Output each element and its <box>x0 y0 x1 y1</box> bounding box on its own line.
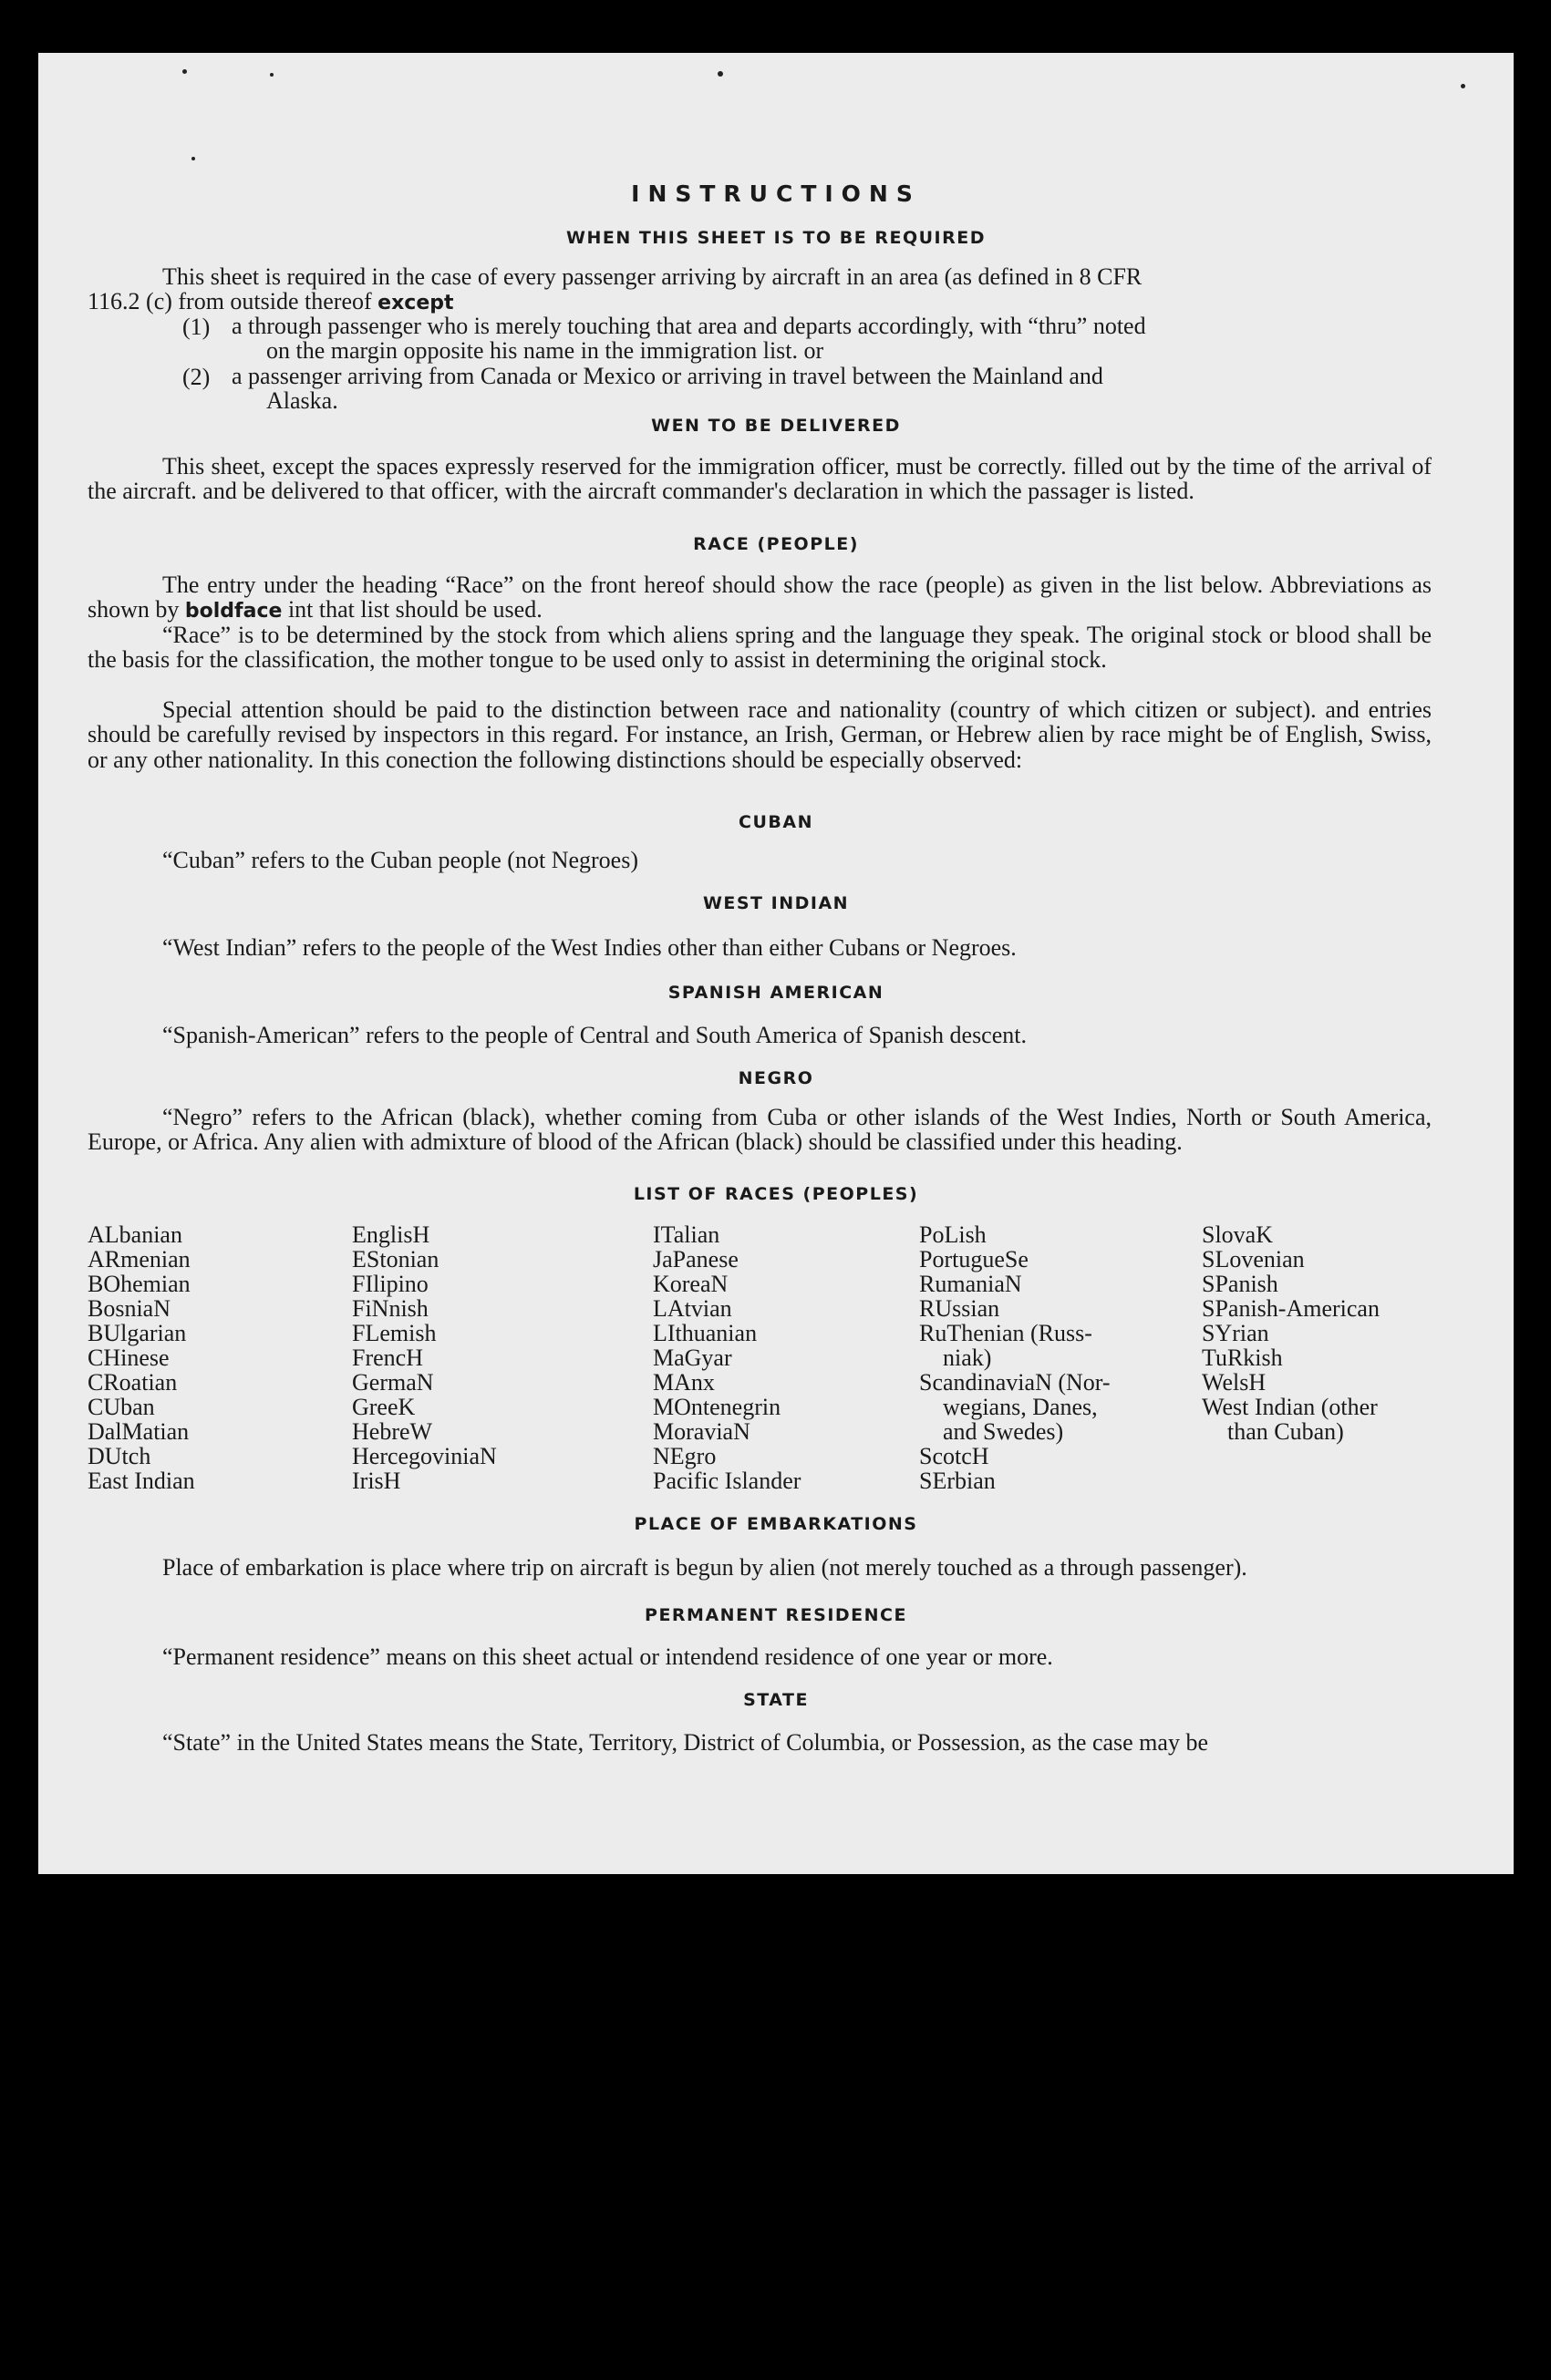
race-item: SYrian <box>1202 1320 1269 1346</box>
race-item: niak) <box>943 1345 992 1371</box>
scan-speck <box>718 71 723 77</box>
race-item: ScotcH <box>919 1443 989 1469</box>
race-item: MOntenegrin <box>653 1394 781 1420</box>
race-item: FLemish <box>352 1320 437 1346</box>
race-item: RumaniaN <box>919 1271 1022 1297</box>
race-item: than Cuban) <box>1227 1418 1344 1445</box>
race-item: LIthuanian <box>653 1320 758 1346</box>
state-paragraph: “State” in the United States means the State, Territory, District of Columbia, or Possession, as the case may be <box>162 1729 1208 1756</box>
scan-speck <box>191 157 195 160</box>
race-item: East Indian <box>88 1468 195 1494</box>
race-item: MoraviaN <box>653 1418 750 1445</box>
cuban-paragraph: “Cuban” refers to the Cuban people (not Negroes) <box>162 847 638 873</box>
race-item: HebreW <box>352 1418 433 1445</box>
race-item: ALbanian <box>88 1221 182 1248</box>
races-list <box>88 1222 1437 1496</box>
race-item: GermaN <box>352 1369 434 1396</box>
boldface-word: boldface <box>184 600 283 623</box>
race-paragraph-3: Special attention should be paid to the distinction between race and nationality (country of which citizen or subject). and entries should be carefully revised by inspectors in this regard. For instance, an Irish, German, or Hebrew alien by race might be of English, Swiss, or any other nationality. In this conection the following distinctions should be especially observed: <box>88 696 1432 773</box>
races-column-1 <box>88 1222 195 1493</box>
race-item: and Swedes) <box>943 1418 1064 1445</box>
race-item: MaGyar <box>653 1345 732 1371</box>
race-item: IrisH <box>352 1468 401 1494</box>
race-item: EnglisH <box>352 1221 430 1248</box>
race-item: BosniaN <box>88 1295 171 1322</box>
race-item: SPanish-American <box>1202 1295 1380 1322</box>
race-item: CRoatian <box>88 1369 178 1396</box>
race-item: wegians, Danes, <box>943 1394 1098 1420</box>
heading-state: STATE <box>743 1690 809 1710</box>
race-item: TuRkish <box>1202 1345 1283 1371</box>
scan-speck <box>1461 84 1465 88</box>
item-1-line-2: on the margin opposite his name in the immigration list. or <box>266 337 824 364</box>
race-item: West Indian (other <box>1202 1394 1378 1420</box>
embarkation-paragraph: Place of embarkation is place where trip on aircraft is begun by alien (not merely touched as a through passenger). <box>162 1554 1247 1581</box>
race-item: CUban <box>88 1394 155 1420</box>
races-column-3 <box>653 1222 801 1493</box>
race-item: KoreaN <box>653 1271 729 1297</box>
race-paragraph-1: The entry under the heading “Race” on the front hereof should show the race (people) as given in the list below. Abbreviations as shown by boldface int that list should be used. <box>88 572 1432 623</box>
race-item: DalMatian <box>88 1418 190 1445</box>
item-2-line-1: a passenger arriving from Canada or Mexico or arriving in travel between the Mainland and <box>232 363 1103 389</box>
race-item: JaPanese <box>653 1246 739 1272</box>
race-item: PortugueSe <box>919 1246 1029 1272</box>
race-item: ITalian <box>653 1221 720 1248</box>
except-word: except <box>377 292 454 314</box>
intro-line-2: 116.2 (c) from outside thereof except <box>88 288 454 314</box>
race-item: MAnx <box>653 1369 715 1396</box>
race-item: ARmenian <box>88 1246 191 1272</box>
race-item: CHinese <box>88 1345 170 1371</box>
item-2-number: (2) <box>182 364 211 390</box>
heading-west-indian: WEST INDIAN <box>702 893 850 913</box>
heading-negro: NEGRO <box>738 1068 814 1088</box>
scan-speck <box>270 73 274 77</box>
heading-when-required: WHEN THIS SHEET IS TO BE REQUIRED <box>565 228 986 248</box>
races-column-4 <box>919 1222 1111 1493</box>
race-item: DUtch <box>88 1443 151 1469</box>
race-item: GreeK <box>352 1394 416 1420</box>
scan-speck <box>182 69 187 74</box>
delivered-paragraph: This sheet, except the spaces expressly reserved for the immigration officer, must be correctly. filled out by the time of the arrival of the aircraft. and be delivered to that officer, with the aircraft commander's declaration in which the passager is listed. <box>88 453 1432 505</box>
heading-place-of-embarkation: PLACE OF EMBARKATIONS <box>634 1514 918 1534</box>
race-item: SLovenian <box>1202 1246 1305 1272</box>
page-title: INSTRUCTIONS <box>631 180 921 207</box>
item-2-line-2: Alaska. <box>266 387 338 414</box>
race-item: RuThenian (Russ- <box>919 1320 1092 1346</box>
heading-race: RACE (PEOPLE) <box>693 534 859 554</box>
heading-when-delivered: WEN TO BE DELIVERED <box>651 416 901 436</box>
spanish-american-paragraph: “Spanish-American” refers to the people of Central and South America of Spanish descent. <box>162 1022 1027 1048</box>
race-item: BOhemian <box>88 1271 191 1297</box>
races-column-5 <box>1202 1222 1380 1444</box>
race-item: SPanish <box>1202 1271 1278 1297</box>
race-item: WelsH <box>1202 1369 1267 1396</box>
residence-paragraph: “Permanent residence” means on this sheet actual or intendend residence of one year or more. <box>162 1643 1053 1670</box>
intro-line-1: This sheet is required in the case of every passenger arriving by aircraft in an area (as defined in 8 CFR <box>162 263 1143 290</box>
race-item: ScandinaviaN (Nor- <box>919 1369 1111 1396</box>
race-item: NEgro <box>653 1443 717 1469</box>
item-1-line-1: a through passenger who is merely touching that area and departs accordingly, with “thru” noted <box>232 313 1146 339</box>
races-column-2 <box>352 1222 497 1493</box>
heading-cuban: CUBAN <box>739 812 813 832</box>
west-indian-paragraph: “West Indian” refers to the people of the West Indies other than either Cubans or Negroes. <box>162 934 1017 961</box>
race-item: SErbian <box>919 1468 996 1494</box>
race-item: FIlipino <box>352 1271 429 1297</box>
race-item: FiNnish <box>352 1295 429 1322</box>
negro-paragraph: “Negro” refers to the African (black), whether coming from Cuba or other islands of the West Indies, North or South America, Europe, or Africa. Any alien with admixture of blood of the African (black) should be classified under this heading. <box>88 1104 1432 1156</box>
race-item: EStonian <box>352 1246 439 1272</box>
race-item: BUlgarian <box>88 1320 187 1346</box>
race-item: HercegoviniaN <box>352 1443 497 1469</box>
race-item: FrencH <box>352 1345 423 1371</box>
race-paragraph-2: “Race” is to be determined by the stock from which aliens spring and the language they speak. The original stock or blood shall be the basis for the classification, the mother tongue to be used only to assist in determining the original stock. <box>88 622 1432 674</box>
race-item: Pacific Islander <box>653 1468 801 1494</box>
heading-permanent-residence: PERMANENT RESIDENCE <box>645 1605 907 1625</box>
instruction-sheet <box>38 53 1514 1874</box>
heading-spanish-american: SPANISH AMERICAN <box>667 983 884 1003</box>
race-item: PoLish <box>919 1221 987 1248</box>
race-item: RUssian <box>919 1295 1000 1322</box>
heading-list-of-races: LIST OF RACES (PEOPLES) <box>633 1184 919 1204</box>
item-1-number: (1) <box>182 314 211 340</box>
race-item: SlovaK <box>1202 1221 1273 1248</box>
race-item: LAtvian <box>653 1295 732 1322</box>
